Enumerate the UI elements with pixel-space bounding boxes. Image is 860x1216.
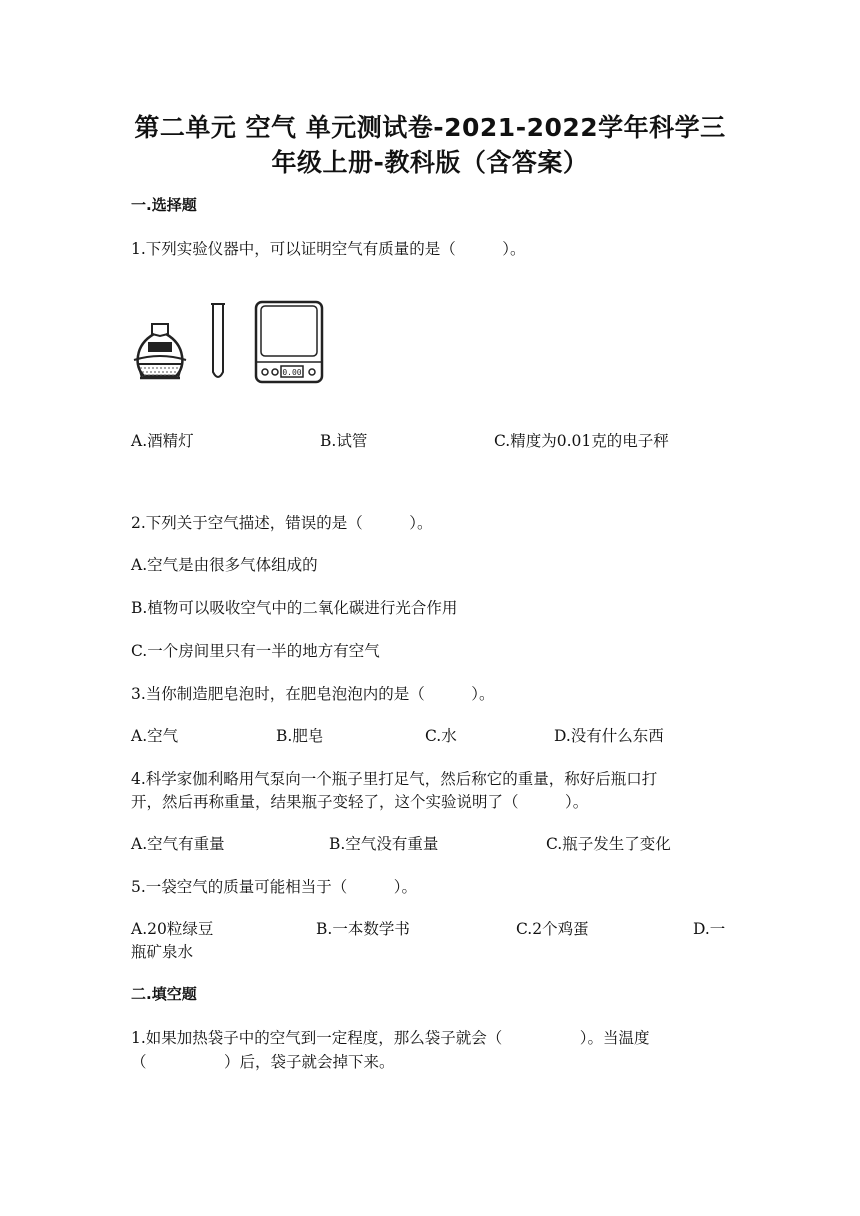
q5-option-a: A.20粒绿豆	[131, 920, 214, 938]
document-title-line1: 第二单元 空气 单元测试卷-2021-2022学年科学三	[134, 113, 726, 142]
document-title-line2: 年级上册-教科版（含答案）	[271, 148, 589, 177]
q5-option-d-continued: 瓶矿泉水	[131, 943, 194, 961]
q1-option-c: C.精度为0.01克的电子秤	[494, 432, 669, 450]
section-heading-choice: 一.选择题	[131, 196, 197, 214]
fill-question-1-line2: （ ）后，袋子就会掉下来。	[131, 1053, 395, 1071]
q5-option-d: D.一	[693, 920, 726, 938]
q2-option-c: C.一个房间里只有一半的地方有空气	[131, 642, 380, 660]
q1-option-a: A.酒精灯	[131, 432, 194, 450]
q4-option-a: A.空气有重量	[131, 835, 225, 853]
question-1-stem: 1.下列实验仪器中，可以证明空气有质量的是（ ）。	[131, 240, 526, 258]
q4-option-b: B.空气没有重量	[329, 835, 439, 853]
alcohol-lamp-image	[130, 320, 190, 384]
q2-option-a: A.空气是由很多气体组成的	[131, 556, 318, 574]
q2-option-b: B.植物可以吸收空气中的二氧化碳进行光合作用	[131, 599, 458, 617]
fill-question-1-line1: 1.如果加热袋子中的空气到一定程度，那么袋子就会（ ）。当温度	[131, 1029, 650, 1047]
q5-option-c: C.2个鸡蛋	[516, 920, 589, 938]
test-tube-image	[207, 302, 229, 384]
question-4-stem-line2: 开，然后再称重量，结果瓶子变轻了，这个实验说明了（ ）。	[131, 793, 589, 811]
section-heading-fill-in: 二.填空题	[131, 985, 197, 1003]
q5-option-b: B.一本数学书	[316, 920, 410, 938]
question-4-stem-line1: 4.科学家伽利略用气泵向一个瓶子里打足气，然后称它的重量，称好后瓶口打	[131, 770, 658, 788]
q4-option-c: C.瓶子发生了变化	[546, 835, 671, 853]
q3-option-a: A.空气	[131, 727, 179, 745]
question-2-stem: 2.下列关于空气描述，错误的是（ ）。	[131, 514, 433, 532]
q1-option-b: B.试管	[320, 432, 368, 450]
question-5-stem: 5.一袋空气的质量可能相当于（ ）。	[131, 878, 418, 896]
question-3-stem: 3.当你制造肥皂泡时，在肥皂泡泡内的是（ ）。	[131, 685, 495, 703]
scale-display-readout: 0.00	[282, 368, 302, 377]
q3-option-c: C.水	[425, 727, 457, 745]
q3-option-d: D.没有什么东西	[554, 727, 664, 745]
electronic-scale-image	[253, 300, 325, 384]
q3-option-b: B.肥皂	[276, 727, 324, 745]
